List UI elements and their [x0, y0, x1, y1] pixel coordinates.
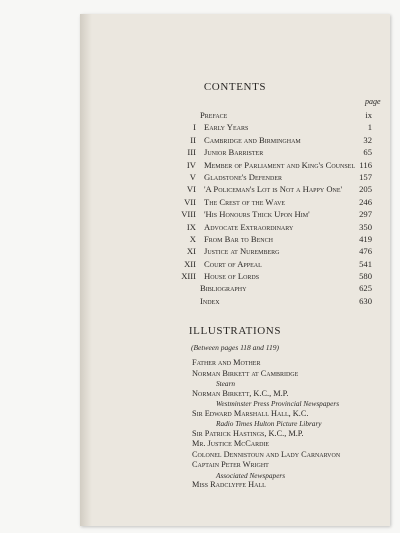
chapter-page: 580: [359, 271, 372, 282]
contents-entry: [80, 258, 390, 270]
illustration-item: Sir Edward Marshall Hall, K.C.: [192, 408, 309, 418]
chapter-number: IV: [186, 159, 196, 170]
chapter-title: Bibliography: [200, 283, 247, 294]
contents-list: [80, 109, 390, 307]
chapter-page: ix: [365, 110, 372, 120]
contents-entry: [80, 270, 390, 282]
illustration-item: Miss Radclyffe Hall: [192, 480, 266, 489]
chapter-number: XII: [184, 258, 196, 269]
contents-entry: [80, 221, 390, 233]
contents-entry: [80, 233, 390, 245]
chapter-page: 1: [367, 122, 372, 133]
chapter-title: 'A Policeman's Lot is Not a Happy One': [204, 184, 343, 195]
contents-entry: [80, 121, 390, 133]
illustration-item: Mr. Justice McCardie: [192, 439, 270, 448]
chapter-number: XI: [186, 246, 196, 257]
chapter-number: V: [189, 171, 196, 182]
contents-entry: [80, 196, 390, 208]
contents-entry: [80, 159, 390, 171]
page-column-header: page: [365, 97, 381, 106]
chapter-title: From Bar to Bench: [204, 233, 273, 244]
contents-heading: CONTENTS: [203, 81, 267, 93]
illustration-credit: Westminster Press Provincial Newspapers: [216, 399, 340, 408]
contents-entry: [80, 208, 390, 220]
chapter-title: Justice at Nuremberg: [204, 246, 280, 257]
chapter-page: 116: [359, 159, 372, 170]
chapter-number: VI: [186, 184, 196, 195]
chapter-number: II: [190, 134, 196, 145]
chapter-title: Gladstone's Defender: [204, 171, 283, 182]
illustrations-heading: ILLUSTRATIONS: [188, 325, 282, 337]
chapter-page: 630: [359, 295, 372, 306]
chapter-title: Junior Barrister: [204, 147, 264, 158]
chapter-page: 476: [359, 246, 372, 257]
chapter-page: 65: [363, 147, 372, 158]
chapter-title: The Crest of the Wave: [204, 196, 286, 207]
illustration-credit: Stearn: [216, 379, 236, 388]
contents-entry: [80, 282, 390, 294]
chapter-number: X: [189, 233, 196, 244]
chapter-page: 32: [363, 134, 372, 145]
illustration-item: Father and Mother: [192, 358, 261, 367]
contents-entry: [80, 109, 390, 121]
chapter-title: Member of Parliament and King's Counsel: [204, 159, 355, 170]
chapter-title: Advocate Extraordinary: [204, 221, 294, 232]
chapter-title: Preface: [200, 110, 228, 120]
chapter-number: I: [193, 122, 196, 133]
book-page: [80, 14, 390, 526]
chapter-page: 350: [359, 221, 372, 232]
chapter-page: 205: [359, 184, 372, 195]
illustration-item: Colonel Dennistoun and Lady Carnarvon: [192, 449, 341, 459]
contents-entry: [80, 146, 390, 158]
chapter-title: House of Lords: [204, 271, 260, 282]
illustration-item: Norman Birkett, K.C., M.P.: [192, 388, 289, 398]
contents-entry: [80, 245, 390, 257]
chapter-page: 541: [359, 258, 372, 269]
chapter-title: Early Years: [204, 122, 249, 133]
chapter-title: Court of Appeal: [204, 258, 262, 269]
chapter-title: Index: [200, 295, 220, 306]
illustration-item: Captain Peter Wright: [192, 460, 269, 469]
chapter-number: VIII: [181, 209, 196, 220]
chapter-page: 419: [359, 233, 372, 244]
illustration-credit: Associated Newspapers: [216, 470, 286, 480]
illustrations-list: [192, 358, 382, 491]
chapter-number: III: [187, 147, 196, 158]
chapter-page: 246: [359, 196, 372, 207]
chapter-number: IX: [186, 221, 196, 232]
chapter-number: VII: [184, 196, 196, 207]
chapter-page: 297: [359, 209, 372, 220]
chapter-title: Cambridge and Birmingham: [204, 134, 301, 145]
illustration-credit: Radio Times Hulton Picture Library: [216, 419, 322, 428]
chapter-page: 625: [359, 283, 372, 294]
illustration-item: Norman Birkett at Cambridge: [192, 368, 299, 378]
illustration-item: Sir Patrick Hastings, K.C., M.P.: [192, 428, 304, 438]
contents-entry: [80, 171, 390, 183]
illustrations-note: (Between pages 118 and 119): [190, 343, 280, 352]
contents-entry: [80, 183, 390, 195]
contents-entry: [80, 295, 390, 307]
chapter-number: XIII: [181, 271, 196, 282]
chapter-page: 157: [359, 171, 372, 182]
contents-entry: [80, 134, 390, 146]
chapter-title: 'His Honours Thick Upon Him': [204, 209, 310, 220]
